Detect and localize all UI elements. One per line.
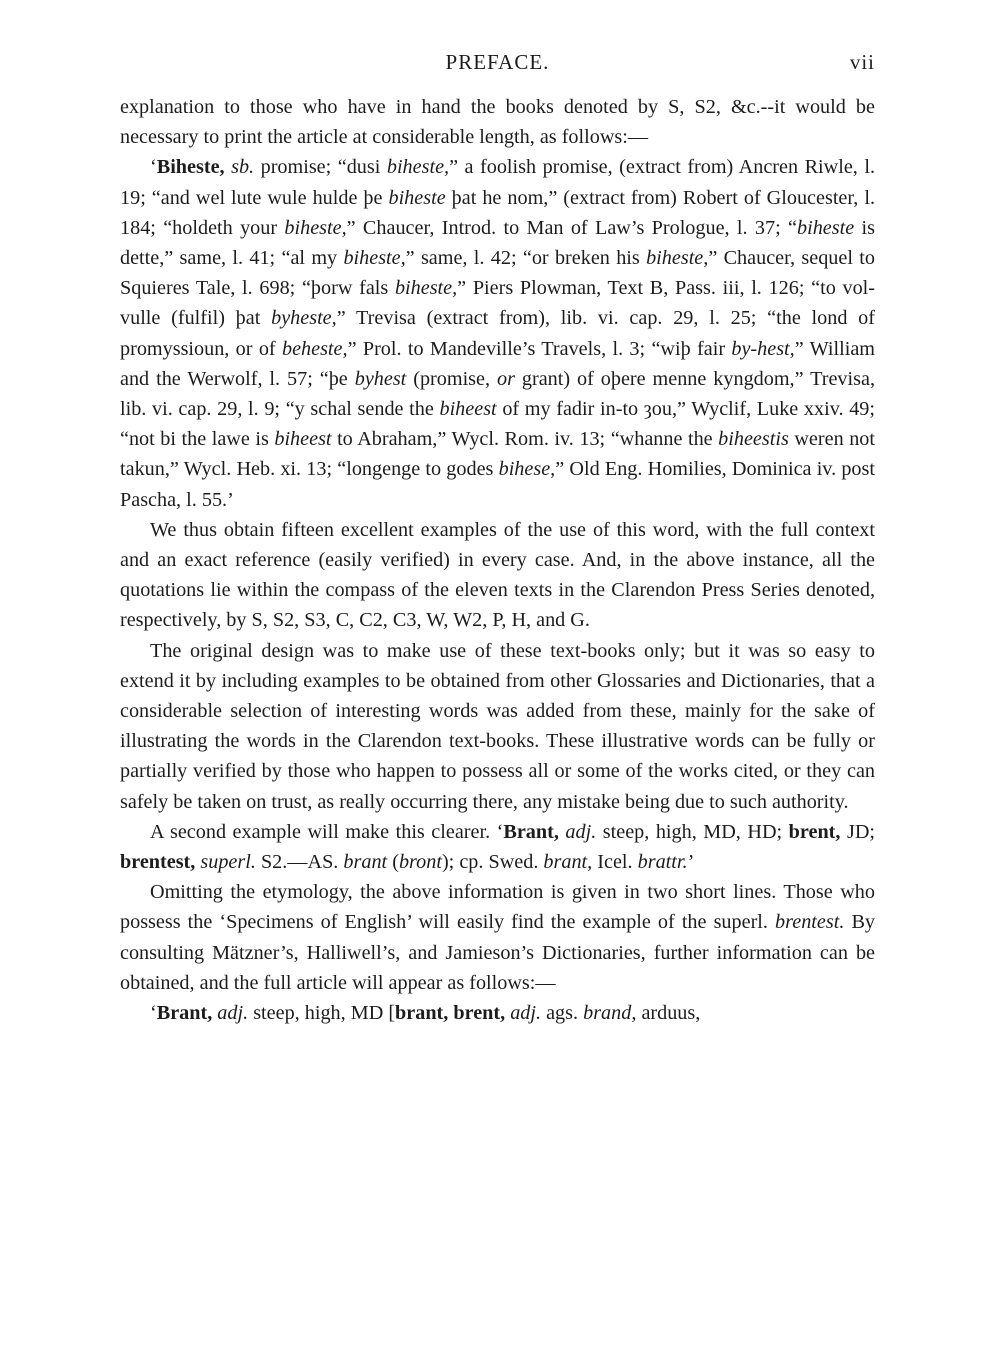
text-run: The original design was to make use of these text-books only; but it was so easy to extend it by including examples to be obtained from other Glossaries and Dictionaries, that a considerable selection of interesting words was added from these, mainly for the sake of illustrating the words in the Clarendon text-books. These illustrative words can be fully or partially verified by those who happen to possess all or some of the works cited, or they can safely be taken on trust, as really occurring there, any mistake being due to such authority.	[120, 639, 875, 813]
italic-text: beheste,	[281, 337, 348, 360]
text-run: ” a foolish promise, (extract from) Ancren Riwle, l. 19; “and wel lute wule hulde þe	[120, 156, 875, 209]
paragraph	[120, 817, 875, 877]
italic-text: bront	[398, 851, 442, 874]
text-run: JD;	[840, 820, 876, 843]
text-run: ” Chaucer, sequel to Squieres Tale, l. 698; “þorw fals	[120, 247, 875, 300]
text-run: ‘	[150, 156, 157, 179]
italic-text: adj.	[565, 820, 597, 843]
text-run: (promise,	[406, 367, 497, 390]
text-run: ” same, l. 42; “or breken his	[405, 247, 647, 270]
text-run: grant) of oþere menne kyngdom,” Trevisa, lib. vi. cap. 29, l. 9; “y schal sende the	[120, 367, 875, 421]
italic-text: brand,	[583, 1002, 637, 1025]
text-run: Icel.	[592, 851, 638, 874]
running-header	[120, 50, 875, 80]
italic-text: adj.	[510, 1002, 542, 1025]
italic-text: biheste,	[343, 247, 406, 270]
text-run: ); cp. Swed.	[441, 851, 544, 874]
headword: brent,	[788, 820, 841, 843]
paragraph	[120, 92, 875, 152]
text-run: þat he nom,” (extract from) Robert of Gloucester, l. 184; “holdeth your	[120, 186, 876, 239]
text-run: arduus,	[636, 1002, 701, 1025]
text-run: is dette,” same, l. 41; “al my	[120, 216, 875, 270]
text-run: explanation to those who have in hand the books denoted by S, S2, &c.--it would be necessary to print the article at considerable length, as follows:—	[120, 96, 875, 149]
italic-text: by-hest,	[731, 337, 795, 360]
italic-text: biheestis	[718, 428, 789, 451]
text-run: ” Trevisa (extract from), lib. vi. cap. 29, l. 25; “the lond of promyssioun, or of	[120, 307, 876, 360]
text-run: to Abraham,” Wycl. Rom. iv. 13; “whanne the	[331, 428, 719, 451]
body-text	[120, 92, 875, 1028]
italic-text: byheste,	[271, 307, 337, 330]
text-run: ” Old Eng. Homilies, Dominica iv. post Pascha, l. 55.’	[120, 458, 875, 511]
headword: brent,	[453, 1002, 506, 1025]
text-run: S2.—AS.	[255, 851, 344, 874]
italic-text: biheste,	[646, 247, 709, 270]
italic-text: or	[496, 367, 515, 390]
paragraph	[120, 998, 875, 1028]
italic-text: biheste,	[394, 277, 458, 300]
text-run: By consulting Mätzner’s, Halliwell’s, and Jamieson’s Dictionaries, further information can be obtained, and the full article will appear as follows:—	[120, 911, 876, 994]
headword: Brant,	[156, 1002, 213, 1025]
italic-text: byhest	[354, 367, 407, 390]
italic-text: bihese,	[498, 458, 556, 481]
italic-text: brant,	[543, 851, 593, 874]
headword: Biheste,	[156, 156, 225, 179]
text-run: of my fadir in-to ȝou,” Wyclif, Luke xxiv. 49; “not bi the lawe is	[120, 398, 876, 451]
text-run: ags.	[541, 1002, 584, 1025]
page-number: vii	[849, 50, 875, 74]
text-run: ’	[687, 851, 695, 874]
italic-text: brentest.	[775, 911, 845, 934]
paragraph	[120, 636, 875, 817]
text-run: steep, high, MD, HD;	[596, 820, 789, 843]
italic-text: adj.	[217, 1002, 249, 1025]
text-run: ” Chaucer, Introd. to Man of Law’s Prologue, l. 37; “	[346, 216, 798, 239]
headword: Brant,	[503, 820, 559, 843]
paragraph	[120, 515, 875, 636]
headword: brentest,	[120, 851, 196, 874]
text-run: (	[387, 851, 399, 874]
text-run: promise; “dusi	[254, 156, 387, 179]
text-run: A second example will make this clearer. ‘	[150, 820, 504, 843]
running-title: PREFACE.	[445, 50, 550, 74]
italic-text: biheest	[274, 428, 332, 451]
text-run: weren not takun,” Wycl. Heb. xi. 13; “longenge to godes	[120, 428, 876, 481]
text-run: ” Prol. to Mandeville’s Travels, l. 3; “wiþ fair	[347, 337, 732, 360]
italic-text: biheste,	[386, 156, 450, 179]
paragraph	[120, 877, 875, 998]
text-run: steep, high, MD [	[248, 1002, 396, 1025]
italic-text: sb.	[231, 156, 255, 179]
italic-text: biheest	[439, 398, 497, 421]
italic-text: brant	[343, 851, 388, 874]
italic-text: superl.	[200, 851, 256, 874]
text-run: Omitting the etymology, the above information is given in two short lines. Those who possess the ‘Specimens of English’ will easily find the example of the superl.	[120, 881, 875, 934]
text-run: ‘	[150, 1002, 157, 1025]
italic-text: biheste	[797, 216, 855, 239]
text-run: We thus obtain fifteen excellent examples of the use of this word, with the full context and an exact reference (easily verified) in every case. And, in the above instance, all the quotations lie within the compass of the eleven texts in the Clarendon Press Series denoted, respectively, by S, S2, S3, C, C2, C3, W, W2, P, H, and G.	[120, 518, 875, 632]
italic-text: brattr.	[637, 851, 688, 874]
headword: brant,	[395, 1002, 449, 1025]
paragraph	[120, 152, 875, 514]
text-run: ” Piers Plowman, Text B, Pass. iii, l. 126; “to vol-vulle (fulfil) þat	[120, 277, 875, 330]
text-run: ” William and the Werwolf, l. 57; “þe	[120, 337, 875, 390]
italic-text: biheste,	[284, 216, 347, 239]
italic-text: biheste	[388, 186, 446, 209]
